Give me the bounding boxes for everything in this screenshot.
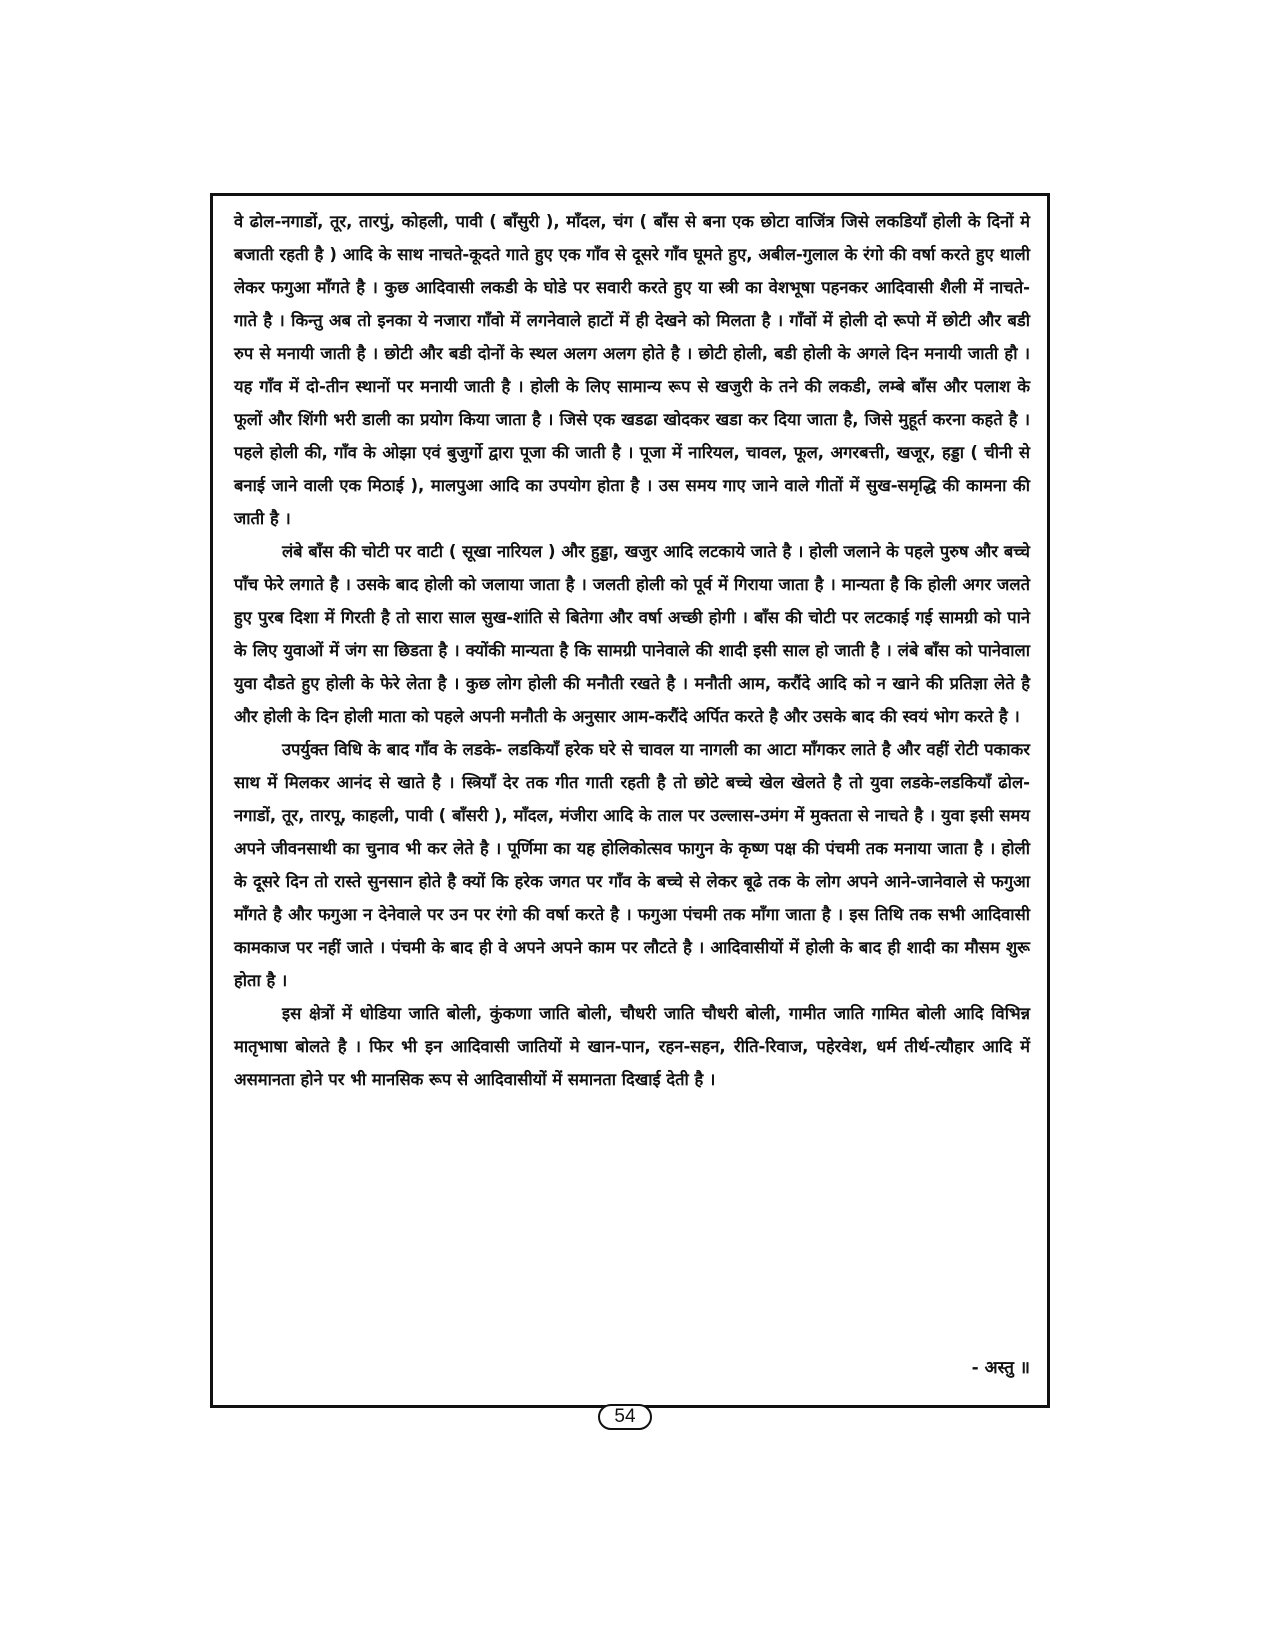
page-number: 54 [598, 1404, 652, 1430]
article-body [234, 205, 1030, 1096]
paragraph-1: वे ढोल-नगाडों, तूर, तारपुं, कोहली, पावी ( बाँसुरी ), माँदल, चंग ( बाँस से बना एक छोटा वाजिंत्र जिसे लकडियाँ होली के दिनों मे बजाती रहती है ) आदि के साथ नाचते-कूदते गाते हुए एक गाँव से दूसरे गाँव घूमते हुए, अबील-गुलाल के रंगो की वर्षा करते हुए थाली लेकर फगुआ माँगते है । कुछ आदिवासी लकडी के घोडे पर सवारी करते हुए या स्त्री का वेशभूषा पहनकर आदिवासी शैली में नाचते-गाते है । किन्तु अब तो इनका ये नजारा गाँवो में लगनेवाले हाटों में ही देखने को मिलता है । गाँवों में होली दो रूपो में छोटी और बडी रुप से मनायी जाती है । छोटी और बडी दोनों के स्थल अलग अलग होते है । छोटी होली, बडी होली के अगले दिन मनायी जाती हौ । यह गाँव में दो-तीन स्थानों पर मनायी जाती है । होली के लिए सामान्य रूप से खजुरी के तने की लकडी, लम्बे बाँस और पलाश के फूलों और शिंगी भरी डाली का प्रयोग किया जाता है । जिसे एक खडढा खोदकर खडा कर दिया जाता है, जिसे मुहूर्त करना कहते है । पहले होली की, गाँव के ओझा एवं बुजुर्गो द्वारा पूजा की जाती है । पूजा में नारियल, चावल, फूल, अगरबत्ती, खजूर, हड्डा ( चीनी से बनाई जाने वाली एक मिठाई ), मालपुआ आदि का उपयोग होता है । उस समय गाए जाने वाले गीतों में सुख-समृद्धि की कामना की जाती है । [234, 212, 1030, 528]
paragraph-4: इस क्षेत्रों में धोडिया जाति बोली, कुंकणा जाति बोली, चौधरी जाति चौधरी बोली, गामीत जाति गामित बोली आदि विभिन्न मातृभाषा बोलते है । फिर भी इन आदिवासी जातियों मे खान-पान, रहन-सहन, रीति-रिवाज, पहेरवेश, धर्म तीर्थ-त्यौहार आदि में असमानता होने पर भी मानसिक रूप से आदिवासीयों में समानता दिखाई देती है । [234, 1004, 1030, 1089]
paragraph-2: लंबे बाँस की चोटी पर वाटी ( सूखा नारियल ) और हुड्डा, खजुर आदि लटकाये जाते है । होली जलाने के पहले पुरुष और बच्चे पाँच फेरे लगाते है । उसके बाद होली को जलाया जाता है । जलती होली को पूर्व में गिराया जाता है । मान्यता है कि होली अगर जलते हुए पुरब दिशा में गिरती है तो सारा साल सुख-शांति से बितेगा और वर्षा अच्छी होगी । बाँस की चोटी पर लटकाई गई सामग्री को पाने के लिए युवाओं में जंग सा छिडता है । क्योंकी मान्यता है कि सामग्री पानेवाले की शादी इसी साल हो जाती है । लंबे बाँस को पानेवाला युवा दौडते हुए होली के फेरे लेता है । कुछ लोग होली की मनौती रखते है । मनौती आम, करौंदे आदि को न खाने की प्रतिज्ञा लेते है और होली के दिन होली माता को पहले अपनी मनौती के अनुसार आम-करौंदे अर्पित करते है और उसके बाद की स्वयं भोग करते है । [234, 542, 1030, 726]
paragraph-3: उपर्युक्त विधि के बाद गाँव के लडके- लडकियाँ हरेक घरे से चावल या नागली का आटा माँगकर लाते है और वहीं रोटी पकाकर साथ में मिलकर आनंद से खाते है । स्त्रियाँ देर तक गीत गाती रहती है तो छोटे बच्चे खेल खेलते है तो युवा लडके-लडकियाँ ढोल-नगाडों, तूर, तारपू, काहली, पावी ( बाँसरी ), माँदल, मंजीरा आदि के ताल पर उल्लास-उमंग में मुक्तता से नाचते है । युवा इसी समय अपने जीवनसाथी का चुनाव भी कर लेते है । पूर्णिमा का यह होलिकोत्सव फागुन के कृष्ण पक्ष की पंचमी तक मनाया जाता है । होली के दूसरे दिन तो रास्ते सुनसान होते है क्यों कि हरेक जगत पर गाँव के बच्चे से लेकर बूढे तक के लोग अपने आने-जानेवाले से फगुआ माँगते है और फगुआ न देनेवाले पर उन पर रंगो की वर्षा करते है । फगुआ पंचमी तक माँगा जाता है । इस तिथि तक सभी आदिवासी कामकाज पर नहीं जाते । पंचमी के बाद ही वे अपने अपने काम पर लौटते है । आदिवासीयों में होली के बाद ही शादी का मौसम शुरू होता है । [234, 740, 1030, 990]
closing-signoff: - अस्तु ॥ [971, 1358, 1030, 1378]
